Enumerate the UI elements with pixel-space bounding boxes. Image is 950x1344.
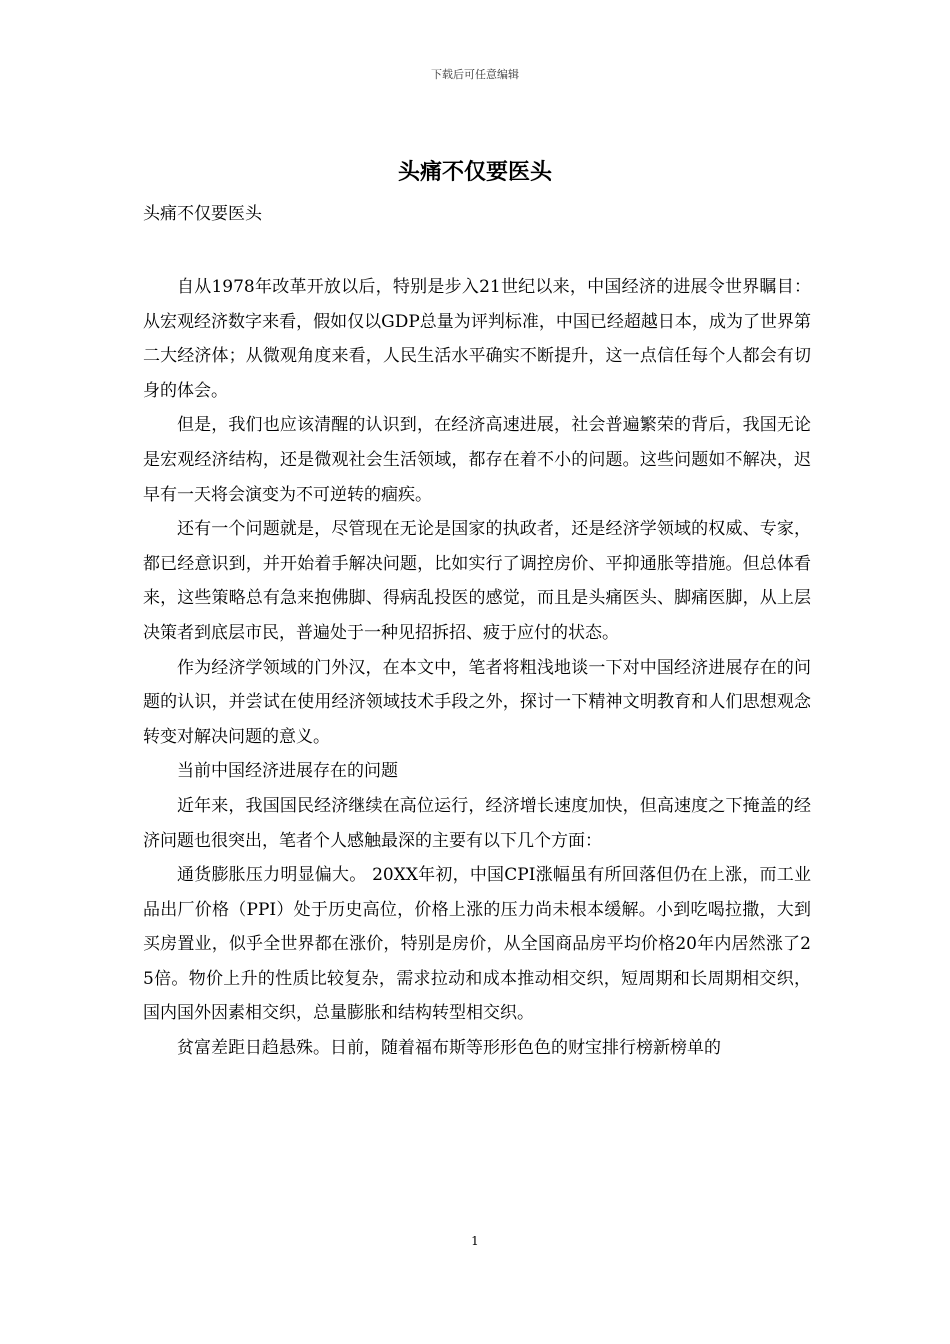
paragraph: 自从1978年改革开放以后，特别是步入21世纪以来，中国经济的进展令世界瞩目：从宏观经济数字来看，假如仅以GDP总量为评判标准，中国已经超越日本，成为了世界第二大经济体；从微观角度来看，人民生活水平确实不断提升，这一点信任每个人都会有切身的体会。 [143, 277, 811, 401]
paragraph: 还有一个问题就是，尽管现在无论是国家的执政者，还是经济学领域的权威、专家，都已经意识到，并开始着手解决问题，比如实行了调控房价、平抑通胀等措施。但总体看来，这些策略总有急来抱佛脚、得病乱投医的感觉，而且是头痛医头、脚痛医脚，从上层决策者到底层市民，普遍处于一种见招拆招、疲于应付的状态。 [143, 519, 811, 643]
paragraph: 通货膨胀压力明显偏大。 20XX年初，中国CPI涨幅虽有所回落但仍在上涨，而工业品出厂价格（PPI）处于历史高位，价格上涨的压力尚未根本缓解。小到吃喝拉撒，大到买房置业，似乎全世界都在涨价，特别是房价，从全国商品房平均价格20年内居然涨了25倍。物价上升的性质比较复杂，需求拉动和成本推动相交织，短周期和长周期相交织，国内国外因素相交织，总量膨胀和结构转型相交织。 [143, 865, 811, 1024]
paragraph: 作为经济学领域的门外汉，在本文中，笔者将粗浅地谈一下对中国经济进展存在的问题的认识，并尝试在使用经济领域技术手段之外，探讨一下精神文明教育和人们思想观念转变对解决问题的意义。 [143, 657, 811, 747]
paragraph: 但是，我们也应该清醒的认识到，在经济高速进展，社会普遍繁荣的背后，我国无论是宏观经济结构，还是微观社会生活领域，都存在着不小的问题。这些问题如不解决，迟早有一天将会演变为不可逆转的痼疾。 [143, 415, 811, 505]
header-note: 下载后可任意编辑 [431, 68, 519, 81]
document-title: 头痛不仅要医头 [397, 160, 552, 185]
paragraph: 近年来，我国国民经济继续在高位运行，经济增长速度加快，但高速度之下掩盖的经济问题也很突出，笔者个人感触最深的主要有以下几个方面： [143, 795, 811, 851]
document-body [143, 270, 811, 1066]
section-heading: 当前中国经济进展存在的问题 [177, 761, 398, 782]
paragraph: 贫富差距日趋悬殊。日前，随着福布斯等形形色色的财宝排行榜新榜单的 [177, 1038, 721, 1059]
document-subtitle: 头痛不仅要医头 [143, 204, 262, 224]
page-number: 1 [471, 1234, 479, 1248]
